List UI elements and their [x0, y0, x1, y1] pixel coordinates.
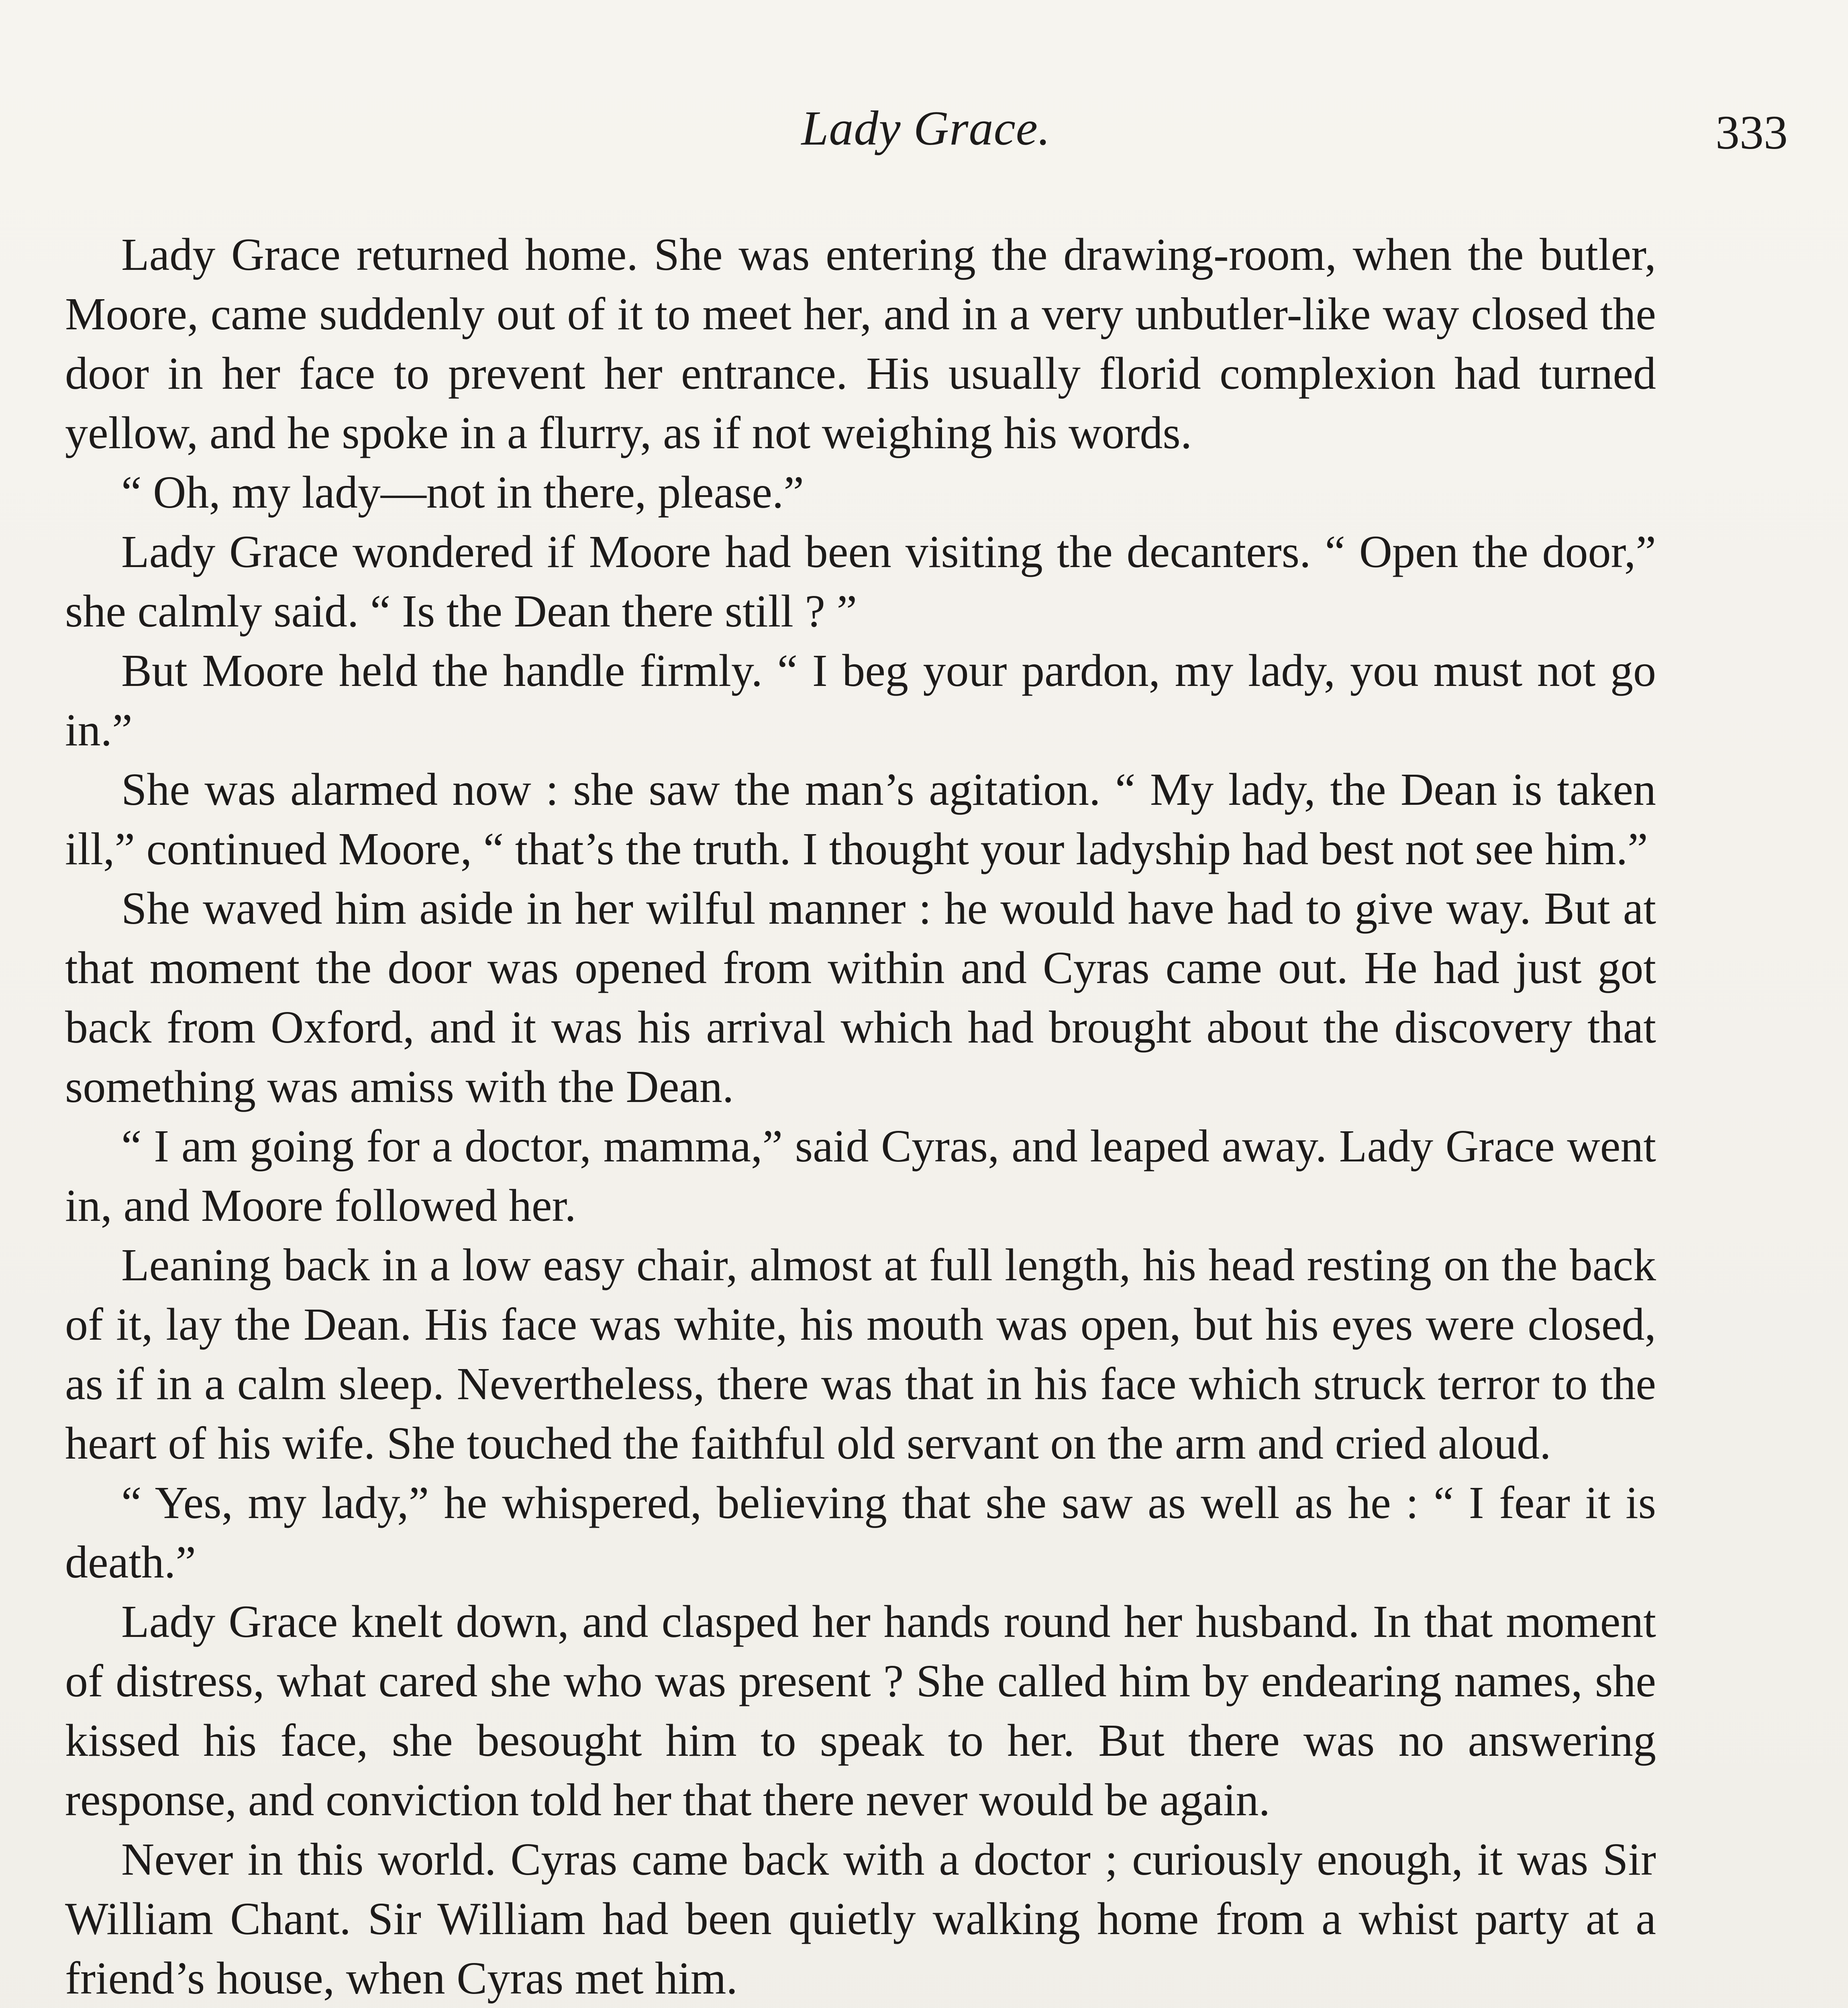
body-text — [65, 225, 1656, 2008]
paragraph: “ Oh, my lady—not in there, please.” — [121, 467, 804, 518]
paragraph: Lady Grace wondered if Moore had been visiting the decanters. “ Open the door,” she calmly said. “ Is the Dean there still ? ” — [65, 526, 1656, 637]
paragraph: Lady Grace knelt down, and clasped her hands round her husband. In that moment of distress, what cared she who was present ? She called him by endearing names, she kissed his face, she besought him to speak to her. But there was no answering response, and conviction told her that there never would be again. — [65, 1596, 1656, 1825]
paragraph: She waved him aside in her wilful manner : he would have had to give way. But at that moment the door was opened from within and Cyras came out. He had just got back from Oxford, and it was his arrival which had brought about the discovery that something was amiss with the Dean. — [65, 883, 1656, 1112]
paragraph: But Moore held the handle firmly. “ I beg your pardon, my lady, you must not go in.” — [65, 645, 1656, 755]
paragraph: Never in this world. Cyras came back with a doctor ; curiously enough, it was Sir William Chant. Sir William had been quietly walking home from a whist party at a friend’s house, when Cyras met him. — [65, 1834, 1656, 2004]
paragraph: She was alarmed now : she saw the man’s agitation. “ My lady, the Dean is taken ill,” continued Moore, “ that’s the truth. I thought your ladyship had best not see him.” — [65, 764, 1656, 874]
paragraph: Lady Grace returned home. She was entering the drawing-room, when the butler, Moore, came suddenly out of it to meet her, and in a very unbutler-like way closed the door in her face to prevent her entrance. His usually florid complexion had turned yellow, and he spoke in a flurry, as if not weighing his words. — [65, 229, 1656, 458]
page-header — [64, 96, 1788, 173]
paragraph: “ I am going for a doctor, mamma,” said Cyras, and leaped away. Lady Grace went in, and Moore followed her. — [65, 1120, 1656, 1231]
page-number: 333 — [1715, 106, 1788, 159]
running-title: Lady Grace. — [801, 101, 1051, 155]
paragraph: Leaning back in a low easy chair, almost at full length, his head resting on the back of it, lay the Dean. His face was white, his mouth was open, but his eyes were closed, as if in a calm sleep. Nevertheless, there was that in his face which struck terror to the heart of his wife. She touched the faithful old servant on the arm and cried aloud. — [65, 1239, 1656, 1469]
paragraph: “ Yes, my lady,” he whispered, believing that she saw as well as he : “ I fear it is death.” — [65, 1477, 1656, 1588]
